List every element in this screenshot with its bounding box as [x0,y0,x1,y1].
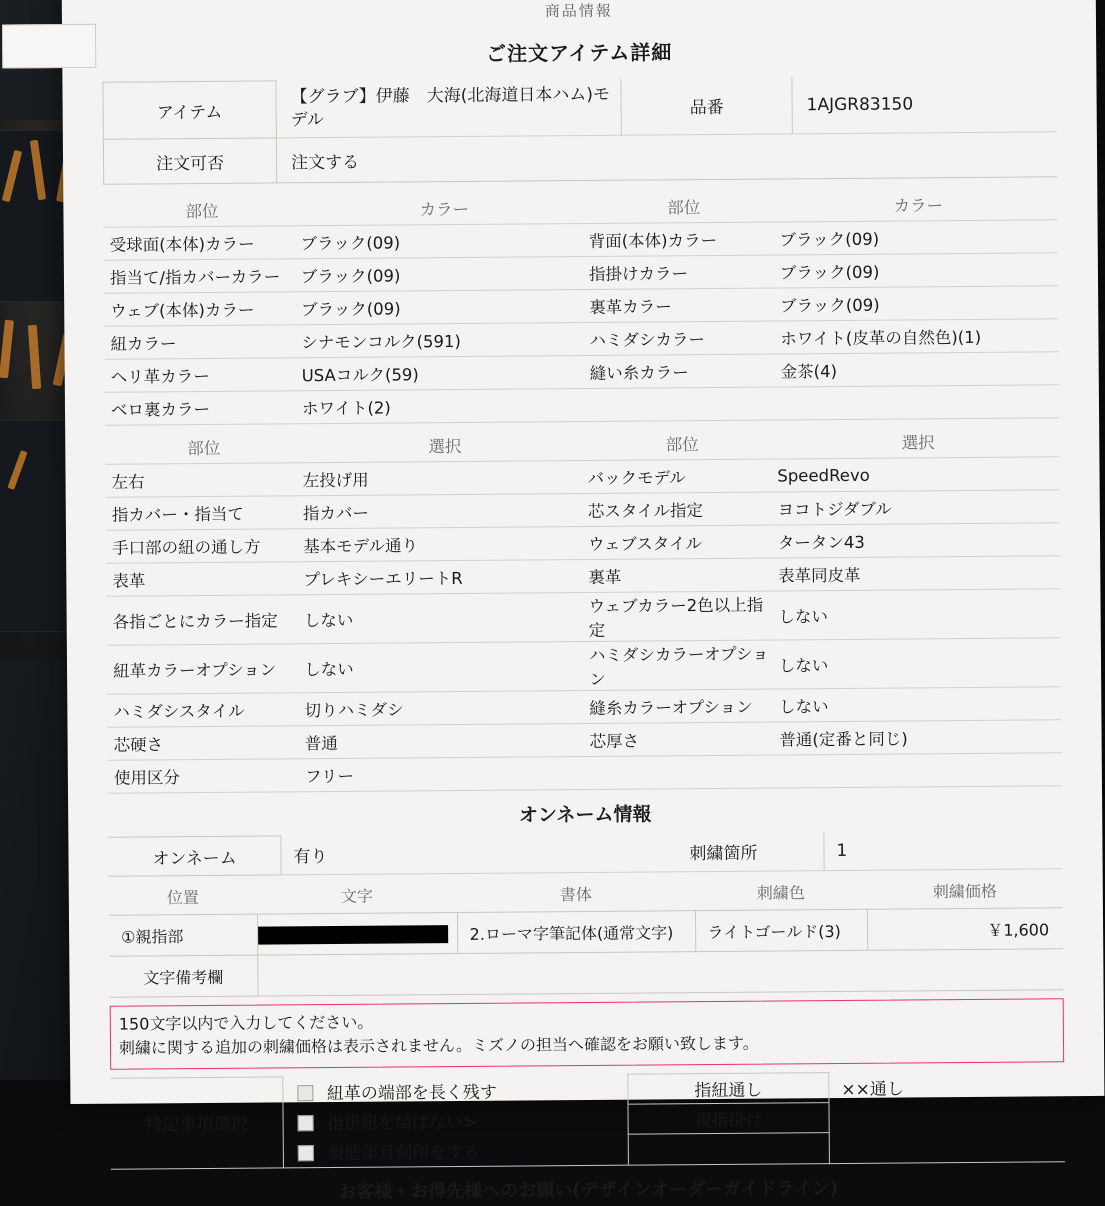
table-row-cell: しない [779,687,1061,722]
table-row-cell: 金茶(4) [780,352,1058,387]
color-table-header-3: カラー [779,187,1057,222]
special-right-label-1: 親指掛け [628,1103,829,1135]
table-row-cell: 指カバー [303,493,588,528]
emb-header-0: 位置 [109,878,257,916]
table-row-cell: 普通 [305,723,590,758]
special-table [110,1070,1065,1169]
table-row-cell [590,387,781,421]
special-label: 特記事項選択 [110,1077,283,1169]
table-row-cell: 手口部の紐の通し方 [106,529,303,564]
order-sheet-paper [62,0,1105,1104]
table-row-cell: ヘリ革カラー [105,358,302,393]
table-row-cell [781,385,1059,420]
emb-header-3: 刺繍色 [695,873,867,911]
item-label: アイテム [103,81,276,139]
warning-line-2: 刺繍に関する追加の刺繍価格は表示されません。ミズノの担当へ確認をお願い致します。 [119,1029,1055,1060]
table-row-cell: ホワイト(皮革の自然色)(1) [780,319,1058,354]
table-row-cell: ハミダシカラー [589,321,780,355]
table-row-cell: 普通(定番と同じ) [779,720,1061,755]
emb-color: ライトゴールド(3) [695,909,867,951]
table-row-cell: 紐カラー [104,325,301,360]
table-row-cell: 芯硬さ [107,726,304,761]
table-row-cell: 指当て/指カバーカラー [104,259,301,294]
table-row-cell: USAコルク(59) [302,355,590,390]
emb-header-4: 刺繍価格 [867,871,1063,909]
table-row-cell: 裏革カラー [589,288,780,322]
table-row-cell: 表革同皮革 [778,556,1060,591]
table-row-cell: 紐革カラーオプション [107,644,305,695]
table-row-cell: 裏革 [588,558,778,592]
product-info-heading: 商品情報 [62,0,1096,25]
table-row-cell: 縫糸カラーオプション [589,689,779,723]
table-row-cell: ホワイト(2) [302,388,590,423]
table-row-cell: 芯スタイル指定 [588,492,778,526]
table-row-cell: 表革 [106,562,303,597]
table-row-cell: ハミダシスタイル [107,693,304,728]
table-row-cell: ブラック(09) [780,253,1058,288]
table-row-cell: ブラック(09) [301,289,589,324]
table-row-cell: シナモンコルク(591) [301,322,589,357]
table-row-cell: SpeedRevo [777,457,1059,492]
special-right-value-0: ××通し [829,1071,1065,1103]
table-row-cell: ハミダシカラーオプション [589,640,779,690]
table-row-cell: 受球面(本体)カラー [104,226,301,261]
footer-note: お客様・お得先様へのお願い(デザインオーダーガイドライン) [71,1161,1105,1205]
orderable-label: 注文可否 [103,138,276,184]
item-value: 【グラブ】伊藤 大海(北海道日本ハム)モデル [276,78,621,138]
table-row-cell: ウェブスタイル [588,525,778,559]
table-row-cell: ヨコトジダブル [777,490,1059,525]
emb-text-redacted [258,925,448,944]
table-row-cell: ブラック(09) [780,286,1058,321]
checkbox-icon[interactable] [298,1145,314,1161]
emb-price: ￥1,600 [867,908,1063,951]
table-row-cell: ウェブ(本体)カラー [104,292,301,327]
embroidery-table [109,871,1064,997]
order-detail-heading: ご注文アイテム詳細 [62,33,1096,70]
orderable-value: 注文する [276,132,1057,183]
table-row-cell: 指カバー・指当て [106,496,303,531]
onname-value: 有り [281,833,624,875]
checkbox-icon[interactable] [297,1085,313,1101]
spec-table-header-3: 選択 [777,424,1059,459]
warning-line-1: 150文字以内で入力してください。 [119,1005,1055,1036]
emb-header-2: 書体 [457,874,695,912]
special-option-0: 紐革の端部を長く残す [327,1083,497,1104]
table-row-cell: ブラック(09) [779,220,1057,255]
color-table [103,187,1059,425]
checkbox-icon[interactable] [298,1115,314,1131]
table-row-cell: しない [779,638,1062,689]
table-row-cell: ウェブカラー2色以上指定 [588,591,778,641]
table-row-cell [590,755,780,789]
emb-font: 2.ローマ字筆記体(通常文字) [457,911,695,954]
table-row-cell: 左投げ用 [303,460,588,495]
onname-heading: オンネーム情報 [68,786,1102,835]
color-table-header-0: 部位 [103,193,300,227]
table-row-cell: 縫い糸カラー [590,354,781,388]
code-value: 1AJGR83150 [792,75,1057,134]
remark-label: 文字備考欄 [109,955,257,997]
table-row-cell: ベロ裏カラー [105,391,302,426]
table-row-cell: 基本モデル通り [303,526,588,561]
item-table [102,74,1057,184]
special-option-2: 製造年月刻印をする [327,1143,480,1164]
code-label: 品番 [621,77,792,135]
onname-table [108,829,1062,876]
table-row-cell [779,753,1061,788]
sheet-corner-box [2,24,96,69]
onname-spot-value: 1 [824,830,1063,871]
color-table-header-2: 部位 [588,189,779,223]
color-table-header-1: カラー [300,191,588,226]
emb-header-1: 文字 [257,876,457,914]
special-option-1: 指掛紐を結ばない> [327,1113,477,1134]
spec-table-header-1: 選択 [302,428,587,463]
table-row-cell: しない [304,592,589,643]
warning-box [110,998,1064,1069]
table-row-cell: プレキシーエリートR [303,559,588,594]
emb-position: ①親指部 [109,914,257,956]
table-row-cell: 指掛けカラー [589,255,780,289]
table-row-cell: ブラック(09) [301,256,589,291]
onname-spot-label: 刺繍箇所 [623,832,824,873]
table-row-cell: バックモデル [587,459,777,493]
table-row-cell: フリー [305,756,590,791]
table-row-cell: 芯厚さ [589,722,779,756]
spec-table [105,424,1062,793]
table-row-cell: 使用区分 [108,759,305,794]
table-row-cell: しない [304,641,589,692]
special-right-label-0: 指紐通し [628,1073,829,1105]
table-row-cell: しない [778,589,1061,640]
table-row-cell: 背面(本体)カラー [589,222,780,256]
table-row-cell: 左右 [105,463,302,498]
table-row-cell: 切りハミダシ [304,690,589,725]
spec-table-header-2: 部位 [587,426,777,460]
remark-value [257,949,1063,996]
table-row-cell: タータン43 [778,523,1060,558]
table-row-cell: 各指ごとにカラー指定 [106,595,304,646]
table-row-cell: ブラック(09) [300,223,588,258]
special-right-value-1 [829,1101,1065,1133]
onname-label: オンネーム [108,836,281,876]
spec-table-header-0: 部位 [105,430,302,464]
